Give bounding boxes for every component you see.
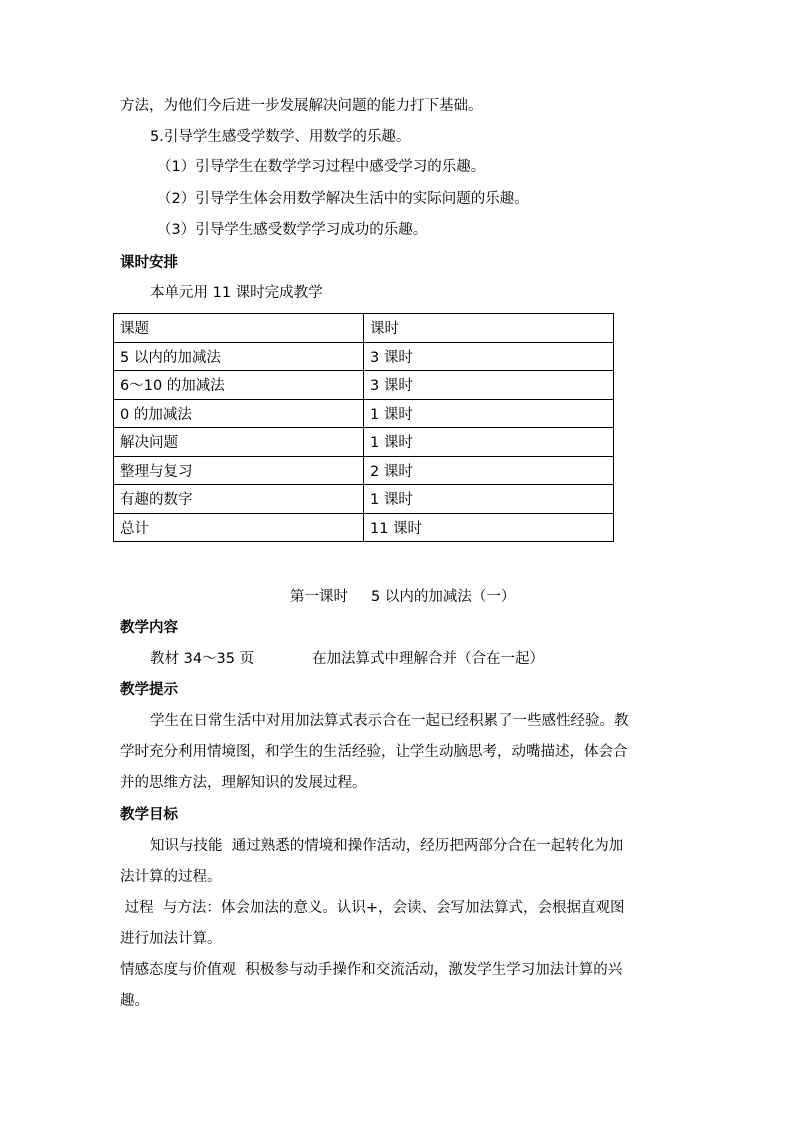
table-row [114,485,614,514]
schedule-table [113,313,614,542]
table-cell: 解决问题 [114,428,364,457]
table-row [114,513,614,542]
section-heading: 教学目标 [120,807,178,823]
table-cell: 总计 [114,513,364,542]
paragraph-line: 方法，为他们今后进一步发展解决问题的能力打下基础。 [120,98,483,114]
lesson-title: 第一课时 5 以内的加减法（一） [290,589,516,605]
paragraph-line: 法计算的过程。 [120,869,222,885]
table-cell: 3 课时 [364,371,614,400]
table-row [114,399,614,428]
table-cell: 1 课时 [364,428,614,457]
paragraph-line: 并的思维方法，理解知识的发展过程。 [120,775,367,791]
paragraph-line: 情感态度与价值观 积极参与动手操作和交流活动，激发学生学习加法计算的兴 [120,962,623,978]
table-cell: 2 课时 [364,456,614,485]
table-cell: 有趣的数字 [114,485,364,514]
paragraph-line: 过程 与方法：体会加法的意义。认识+，会读、会写加法算式，会根据直观图 [120,900,625,916]
list-subitem: （1）引导学生在数学学习过程中感受学习的乐趣。 [157,159,486,175]
paragraph-line: 学时充分利用情境图，和学生的生活经验，让学生动脑思考，动嘴描述，体会合 [120,744,628,760]
list-subitem: （2）引导学生体会用数学解决生活中的实际问题的乐趣。 [157,191,529,207]
table-row [114,428,614,457]
table-cell: 0 的加减法 [114,399,364,428]
table-row [114,371,614,400]
section-heading: 教学提示 [120,682,178,698]
table-header-row [114,314,614,343]
table-cell: 6～10 的加减法 [114,371,364,400]
column-header-topic: 课题 [114,314,364,343]
list-item: 5.引导学生感受学数学、用数学的乐趣。 [150,129,411,145]
table-cell: 3 课时 [364,342,614,371]
content-topic: 在加法算式中理解合并（合在一起） [312,651,544,667]
table-row [114,456,614,485]
table-cell: 1 课时 [364,485,614,514]
paragraph-line: 进行加法计算。 [120,931,222,947]
paragraph-line: 趣。 [120,993,149,1009]
list-subitem: （3）引导学生感受数学学习成功的乐趣。 [157,222,428,238]
paragraph-line: 知识与技能 通过熟悉的情境和操作活动，经历把两部分合在一起转化为加 [150,838,624,854]
section-heading: 课时安排 [120,255,178,271]
content-pages: 教材 34～35 页 [150,651,255,667]
table-cell: 1 课时 [364,399,614,428]
table-cell: 5 以内的加减法 [114,342,364,371]
column-header-hours: 课时 [364,314,614,343]
table-cell: 整理与复习 [114,456,364,485]
table-cell: 11 课时 [364,513,614,542]
section-heading: 教学内容 [120,620,178,636]
paragraph-line: 学生在日常生活中对用加法算式表示合在一起已经积累了一些感性经验。教 [150,713,629,729]
schedule-summary: 本单元用 11 课时完成教学 [150,285,323,301]
table-row [114,342,614,371]
